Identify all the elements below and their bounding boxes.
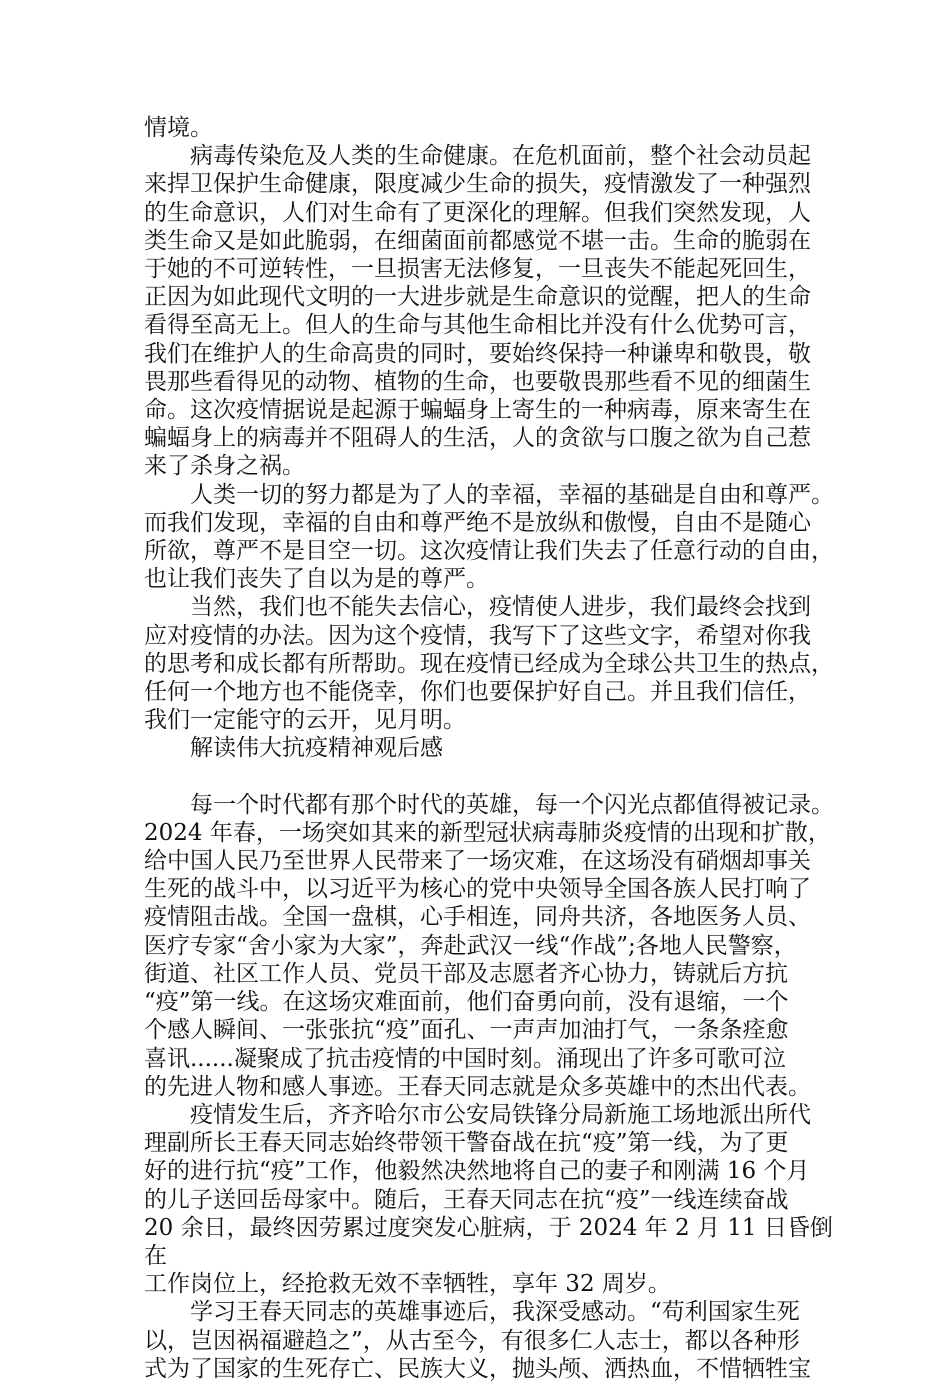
paragraph-learning: 学习王春天同志的英雄事迹后，我深受感动。“苟利国家生死 以，岂因祸福避趋之”，从古至今，有很多仁人志士，都以各种形 式为了国家的生死存亡、民族大义，抛头颅、洒热血，不惜牺牲宝 [144,1299,811,1382]
paragraph-virus-life: 病毒传染危及人类的生命健康。在危机面前，整个社会动员起 来捍卫保护生命健康，限度减少生命的损失，疫情激发了一种强烈 的生命意识，人们对生命有了更深化的理解。但我们突然发现，人 类生命又是如此脆弱，在细菌面前都感觉不堪一击。生命的脆弱在 于她的不可逆转性，一旦损害无法修复，一旦丧失不能起死回生， 正因为如此现代文明的一大进步就是生命意识的觉醒，把人的生命 看得至高无上。但人的生命与其他生命相比并没有什么优势可言， 我们在维护人的生命高贵的同时，要始终保持一种谦卑和敬畏，敬 畏那些看得见的动物、植物的生命，也要敬畏那些看不见的细菌生 命。这次疫情据说是起源于蝙蝠身上寄生的一种病毒，原来寄生在 蝙蝠身上的病毒并不阻碍人的生活，人的贪欲与口腹之欲为自己惹 来了杀身之祸。 [144,143,811,480]
essay-title: 解读伟大抗疫精神观后感 [144,735,443,762]
paragraph-heroes-era: 每一个时代都有那个时代的英雄，每一个闪光点都值得被记录。 2024 年春，一场突如其来的新型冠状病毒肺炎疫情的出现和扩散， 给中国人民乃至世界人民带来了一场灾难，在这场没有硝烟却事关 生死的战斗中，以习近平为核心的党中央领导全国各族人民打响了 疫情阻击战。全国一盘棋，心手相连，同舟共济，各地医务人员、 医疗专家“舍小家为大家”，奔赴武汉一线“作战”;各地人民警察， 街道、社区工作人员、党员干部及志愿者齐心协力，铸就后方抗 “疫”第一线。在这场灾难面前，他们奋勇向前，没有退缩，一个 个感人瞬间、一张张抗“疫”面孔、一声声加油打气，一条条痊愈 喜讯......凝聚成了抗击疫情的中国时刻。涌现出了许多可歌可泣 的先进人物和感人事迹。王春天同志就是众多英雄中的杰出代表。 [144,791,834,1100]
paragraph-happiness-dignity: 人类一切的努力都是为了人的幸福，幸福的基础是自由和尊严。 而我们发现，幸福的自由和尊严绝不是放纵和傲慢，自由不是随心 所欲，尊严不是目空一切。这次疫情让我们失去了任意行动的自由， 也让我们丧失了自以为是的尊严。 [144,481,834,593]
paragraph-continuation: 情境。 [144,115,213,141]
blank-line [144,763,834,791]
paragraph-wang-chuntian: 疫情发生后，齐齐哈尔市公安局铁锋分局新施工场地派出所代 理副所长王春天同志始终带领干警奋战在抗“疫”第一线，为了更 好的进行抗“疫”工作，他毅然决然地将自己的妻子和刚满 16 个月 的儿子送回岳母家中。随后，王春天同志在抗“疫”一线连续奋战 20 余日，最终因劳累过度突发心脏病，于 2024 年 2 月 11 日昏倒在 工作岗位上，经抢救无效不幸牺牲，享年 32 周岁。 [144,1101,833,1298]
document-page [144,114,834,1383]
paragraph-confidence: 当然，我们也不能失去信心，疫情使人进步，我们最终会找到 应对疫情的办法。因为这个疫情，我写下了这些文字，希望对你我 的思考和成长都有所帮助。现在疫情已经成为全球公共卫生的热点， 任何一个地方也不能侥幸，你们也要保护好自己。并且我们信任， 我们一定能守的云开，见月明。 [144,594,834,734]
